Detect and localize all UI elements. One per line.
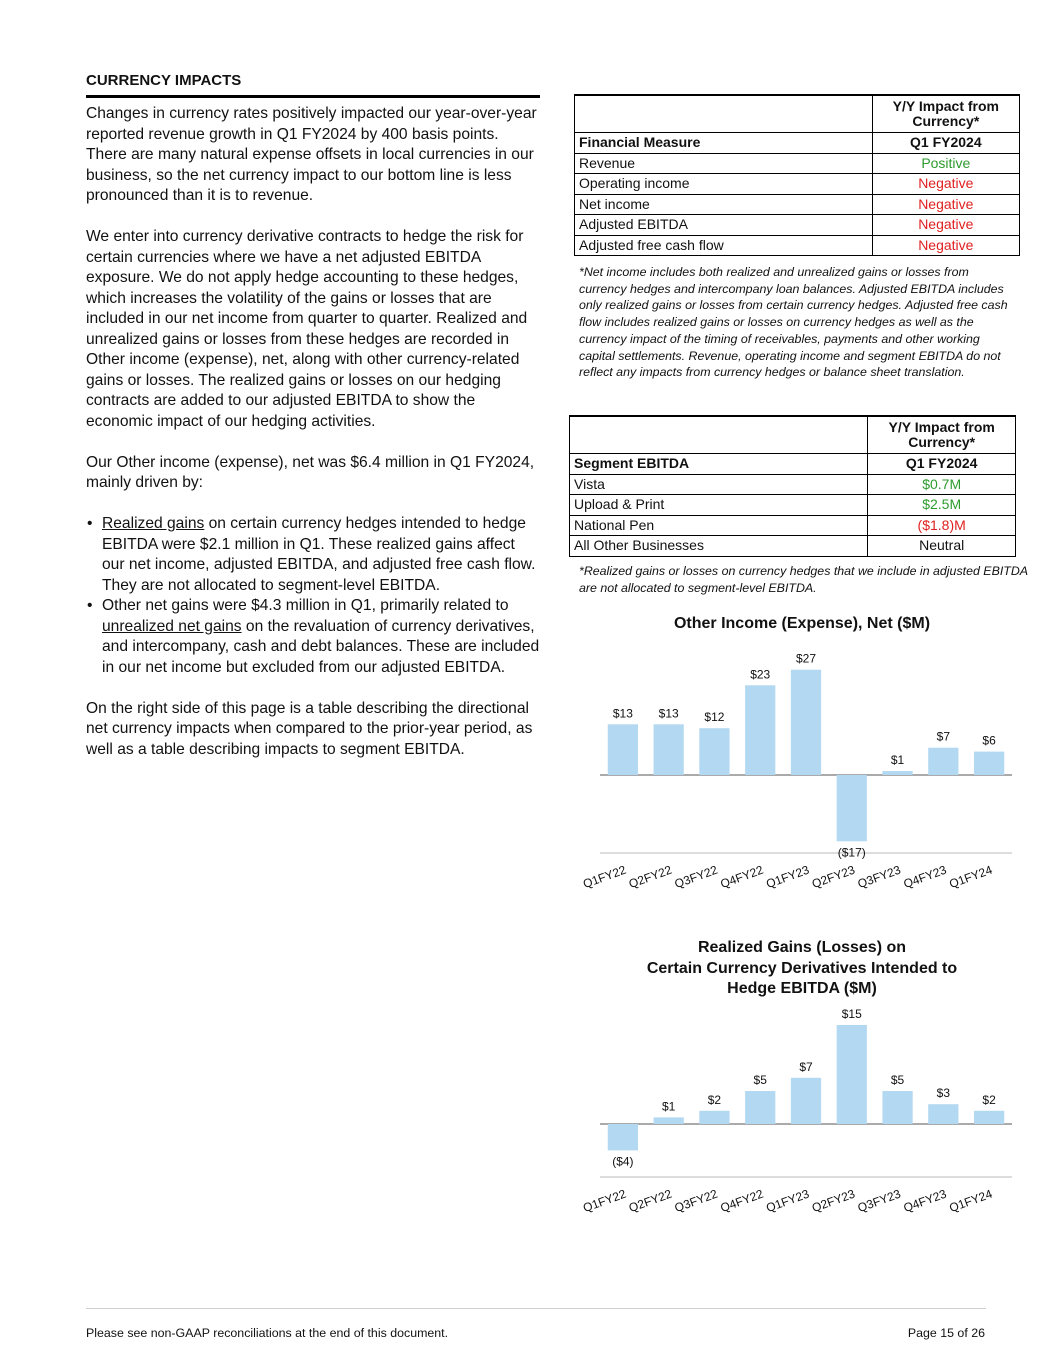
tick-label-Q2FY23: Q2FY23 <box>810 1186 857 1216</box>
bar-Q3FY23 <box>882 771 912 775</box>
segment-ebitda-table <box>569 415 1016 557</box>
data-label-Q2FY23: ($17) <box>837 845 866 860</box>
table-row: Vista $0.7M <box>570 474 1016 495</box>
tick-label-Q1FY22: Q1FY22 <box>581 1186 628 1216</box>
realized-gains-chart <box>570 1002 1020 1242</box>
bar-Q3FY23 <box>882 1091 912 1124</box>
tick-label-Q1FY23: Q1FY23 <box>764 1186 812 1216</box>
paragraph-1: Changes in currency rates positively impacted our year-over-year reported revenue growth in Q1 FY2024 by 400 basis points. There are many natural expense offsets in local currencies in our business, so the net currency impact to our bottom line is less pronounced than it is to revenue. <box>86 105 537 204</box>
driver-list <box>86 514 540 678</box>
chart2-title-line-1: Realized Gains (Losses) on <box>697 939 907 956</box>
data-label-Q4FY23: $7 <box>936 729 951 744</box>
tick-label-Q4FY22: Q4FY22 <box>718 1186 766 1216</box>
tick-label-Q2FY22: Q2FY22 <box>626 1186 674 1216</box>
table2-footnote: *Realized gains or losses on currency hedges that we include in adjusted EBITDA are not allocated to segment-level EBITDA. <box>579 564 1028 595</box>
bar-Q3FY22 <box>699 728 729 775</box>
tick-label-Q4FY23: Q4FY23 <box>901 1186 949 1216</box>
tick-label-Q1FY23: Q1FY23 <box>764 862 812 892</box>
table1-header: Y/Y Impact from Currency* <box>892 98 999 129</box>
table1-col2-header: Q1 FY2024 <box>872 133 1019 154</box>
data-label-Q2FY22: $13 <box>658 706 679 721</box>
table-row: National Pen ($1.8)M <box>570 515 1016 536</box>
left-column <box>86 72 540 781</box>
section-heading: CURRENCY IMPACTS <box>86 72 540 98</box>
tick-label-Q1FY24: Q1FY24 <box>947 1186 995 1216</box>
data-label-Q3FY23: $1 <box>890 753 905 768</box>
bullet-2-text: on the revaluation of currency derivatives, and intercompany, cash and debt balances. These are included in our net income but excluded from our adjusted EBITDA. <box>102 617 540 676</box>
table2-col1-header: Segment EBITDA <box>570 454 868 475</box>
currency-impact-table <box>574 94 1020 256</box>
data-label-Q1FY23: $7 <box>799 1059 813 1074</box>
table1-col1-header: Financial Measure <box>575 133 873 154</box>
data-label-Q3FY22: $2 <box>707 1092 722 1107</box>
data-label-Q1FY23: $27 <box>795 651 817 666</box>
bullet-1-text: on certain currency hedges intended to hedge EBITDA were $2.1 million in Q1. These realized gains affect our net income, adjusted EBITDA, and adjusted free cash flow. They are not allocated to segment-level EBITDA. <box>102 515 536 594</box>
data-label-Q2FY22: $1 <box>661 1099 676 1114</box>
tick-label-Q3FY22: Q3FY22 <box>672 1186 720 1216</box>
footer-divider <box>86 1308 986 1309</box>
bar-Q3FY22 <box>699 1111 729 1124</box>
table-row: Net income Negative <box>575 194 1020 215</box>
table2-header: Y/Y Impact from Currency* <box>888 419 995 450</box>
bar-Q1FY23 <box>791 1078 821 1124</box>
bar-Q4FY22 <box>745 1091 775 1124</box>
bar-Q2FY22 <box>654 1117 684 1124</box>
chart1-title: Other Income (Expense), Net ($M) <box>673 615 931 632</box>
chart2-title-line-3: Hedge EBITDA ($M) <box>727 980 877 997</box>
table-row: Upload & Print $2.5M <box>570 495 1016 516</box>
data-label-Q3FY23: $5 <box>890 1073 905 1087</box>
tick-label-Q3FY23: Q3FY23 <box>855 862 903 892</box>
bar-Q2FY23 <box>837 775 867 841</box>
data-label-Q4FY22: $23 <box>750 667 771 682</box>
page-number: Page 15 of 26 <box>907 1326 985 1340</box>
data-label-Q2FY23: $15 <box>841 1007 862 1021</box>
chart2-title <box>580 938 1024 1000</box>
tick-label-Q3FY23: Q3FY23 <box>855 1186 903 1216</box>
footer-note: Please see non-GAAP reconciliations at the end of this document. <box>86 1326 449 1340</box>
table-row: Adjusted free cash flow Negative <box>575 235 1020 256</box>
data-label-Q4FY23: $3 <box>936 1086 951 1101</box>
data-label-Q1FY22: $13 <box>612 706 633 721</box>
data-label-Q4FY22: $5 <box>753 1073 767 1087</box>
data-label-Q1FY24: $2 <box>982 1092 996 1107</box>
tick-label-Q2FY23: Q2FY23 <box>810 862 857 892</box>
tick-label-Q3FY22: Q3FY22 <box>672 862 720 892</box>
tick-label-Q1FY24: Q1FY24 <box>947 862 995 892</box>
other-income-chart <box>570 640 1020 900</box>
paragraph-2: We enter into currency derivative contracts to hedge the risk for certain currencies where we have a net adjusted EBITDA exposure. We do not apply hedge accounting to these hedges, which increases the volatility of the gains or losses that are included in our net income from quarter to quarter. Realized and unrealized gains or losses from these hedges are recorded in Other income (expense), net, along with other currency-related gains or losses. The realized gains or losses on our hedging contracts are added to our adjusted EBITDA to show the economic impact of our hedging activities. <box>86 228 528 430</box>
data-label-Q3FY22: $12 <box>704 710 725 725</box>
table-row: Revenue Positive <box>575 153 1020 174</box>
table-row: All Other Businesses Neutral <box>570 536 1016 557</box>
unrealized-gains-link: unrealized net gains <box>102 617 242 635</box>
realized-gains-link: Realized gains <box>102 515 205 532</box>
chart2-title-line-2: Certain Currency Derivatives Intended to <box>646 959 958 977</box>
list-item <box>86 596 540 678</box>
bar-Q1FY23 <box>791 670 821 775</box>
bar-Q1FY22 <box>608 724 638 775</box>
tick-label-Q1FY22: Q1FY22 <box>581 862 628 892</box>
table1-footnote: *Net income includes both realized and unrealized gains or losses from currency hedges and intercompany loan balances. Adjusted EBITDA includes only realized gains or losses from certain currency hedges. Adjusted free cash flow includes realized gains or losses on currency hedges as well as the currency impact of the timing of receivables, payments and other working capital settlements. Revenue, operating income and segment EBITDA do not reflect any impacts from currency hedges or balance sheet translation. <box>579 265 1008 380</box>
bar-Q4FY22 <box>745 685 775 775</box>
table-row: Adjusted EBITDA Negative <box>575 215 1020 236</box>
bar-Q4FY23 <box>928 748 958 775</box>
bar-Q2FY22 <box>654 724 684 775</box>
data-label-Q1FY24: $6 <box>982 733 996 748</box>
tick-label-Q4FY23: Q4FY23 <box>901 862 949 892</box>
bullet-2-pre: Other net gains were $4.3 million in Q1, primarily related to <box>102 597 509 614</box>
paragraph-4: On the right side of this page is a table describing the directional net currency impacts when compared to the prior-year period, as well as a table describing impacts to segment EBITDA. <box>86 699 533 758</box>
table2-col2-header: Q1 FY2024 <box>868 454 1016 475</box>
data-label-Q1FY22: ($4) <box>612 1154 634 1169</box>
bar-Q1FY22 <box>608 1124 638 1150</box>
tick-label-Q4FY22: Q4FY22 <box>718 862 766 892</box>
paragraph-3: Our Other income (expense), net was $6.4 million in Q1 FY2024, mainly driven by: <box>86 453 535 491</box>
bar-Q4FY23 <box>928 1104 958 1124</box>
bar-Q1FY24 <box>974 1111 1004 1124</box>
bar-Q1FY24 <box>974 752 1004 775</box>
list-item <box>86 514 540 596</box>
tick-label-Q2FY22: Q2FY22 <box>626 862 674 892</box>
bar-Q2FY23 <box>837 1025 867 1124</box>
table-row: Operating income Negative <box>575 174 1020 195</box>
